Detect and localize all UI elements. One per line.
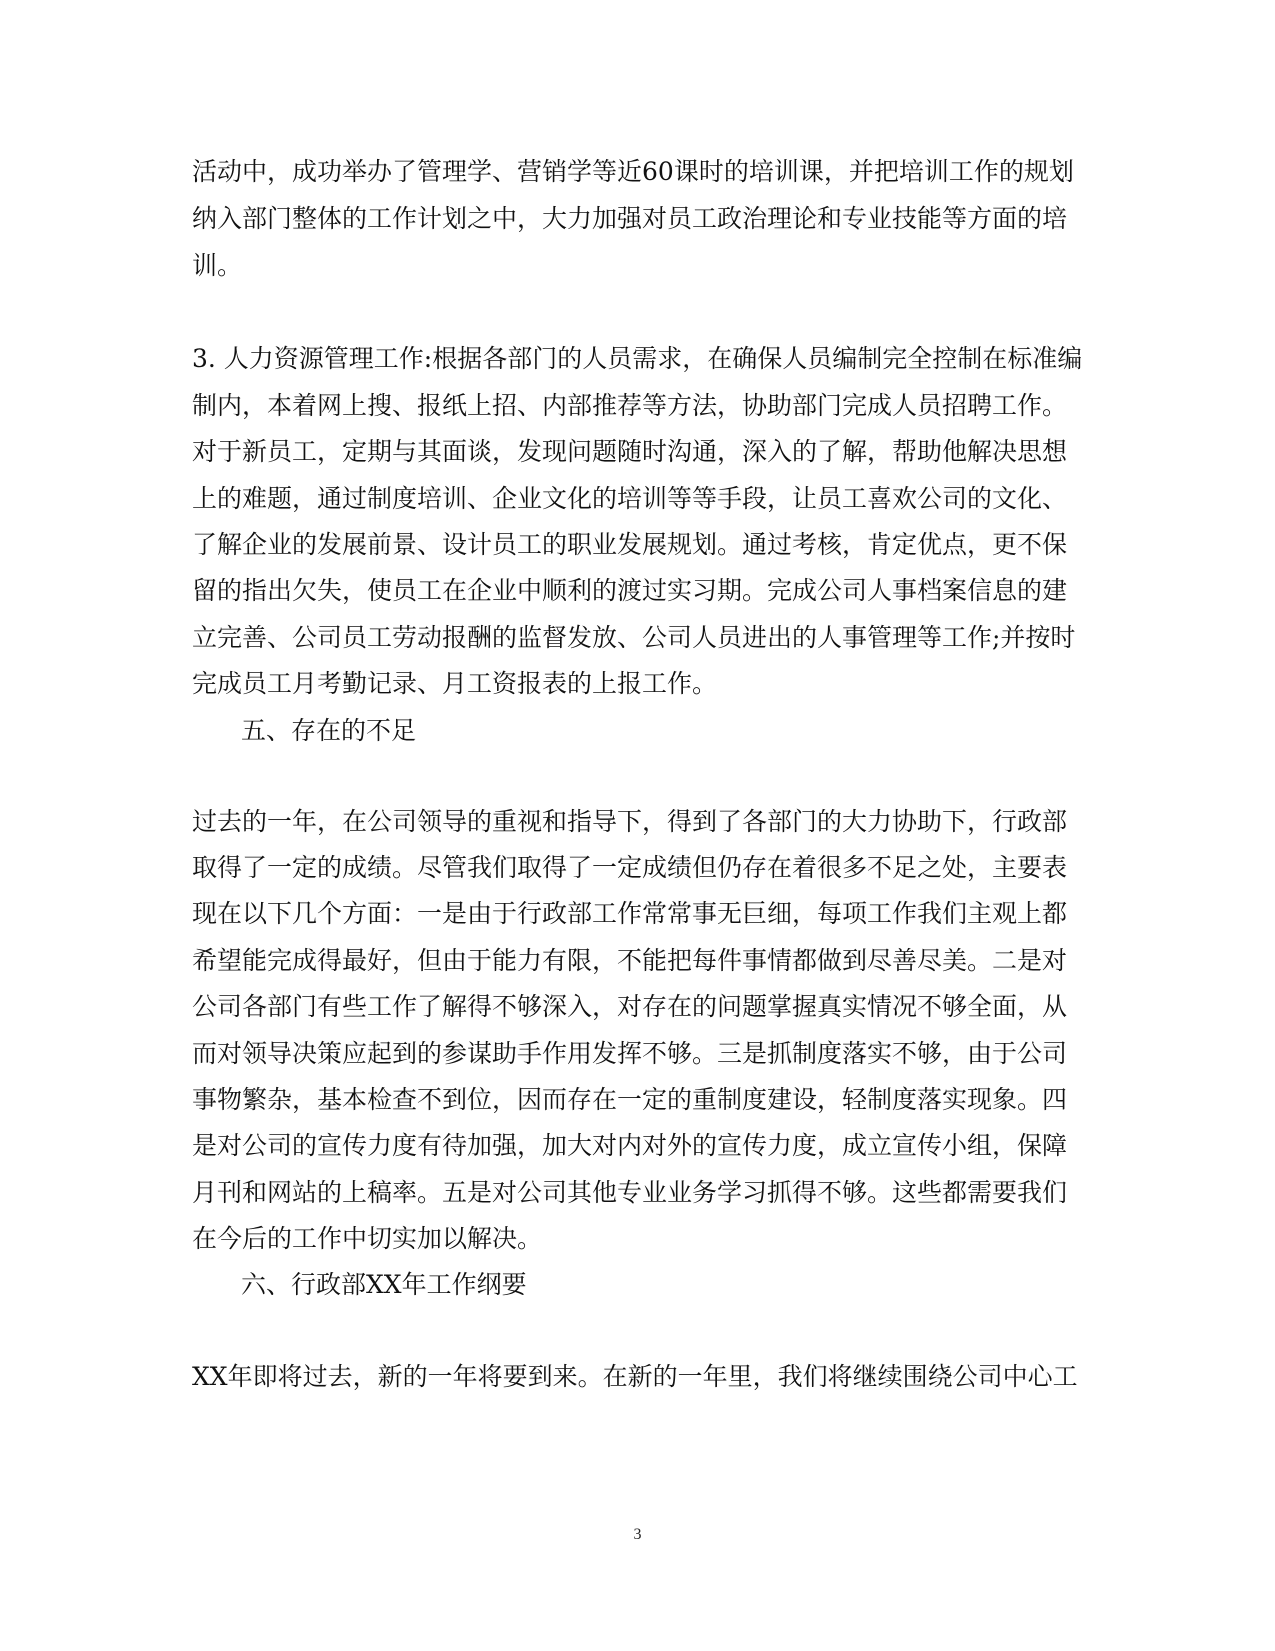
body-text-line: 月刊和网站的上稿率。五是对公司其他专业业务学习抓得不够。这些都需要我们 [192, 1178, 1068, 1207]
body-text-line: 训。 [192, 251, 243, 280]
body-text-line: 在今后的工作中切实加以解决。 [192, 1224, 543, 1253]
body-text-line: 3. 人力资源管理工作:根据各部门的人员需求，在确保人员编制完全控制在标准编 [192, 344, 1083, 373]
body-text-line: 纳入部门整体的工作计划之中，大力加强对员工政治理论和专业技能等方面的培 [192, 204, 1068, 233]
body-text-line: XX年即将过去，新的一年将要到来。在新的一年里，我们将继续围绕公司中心工 [192, 1362, 1078, 1391]
body-text-line: 希望能完成得最好，但由于能力有限，不能把每件事情都做到尽善尽美。二是对 [192, 946, 1068, 975]
section-heading: 六、行政部XX年工作纲要 [241, 1270, 527, 1299]
body-text-line: 取得了一定的成绩。尽管我们取得了一定成绩但仍存在着很多不足之处，主要表 [192, 853, 1068, 882]
body-text-line: 制内，本着网上搜、报纸上招、内部推荐等方法，协助部门完成人员招聘工作。 [192, 391, 1068, 420]
body-text-line: 公司各部门有些工作了解得不够深入，对存在的问题掌握真实情况不够全面，从 [192, 992, 1068, 1021]
section-heading: 五、存在的不足 [241, 716, 417, 745]
body-text-line: 对于新员工，定期与其面谈，发现问题随时沟通，深入的了解，帮助他解决思想 [192, 437, 1068, 466]
body-text-line: 事物繁杂，基本检查不到位，因而存在一定的重制度建设，轻制度落实现象。四 [192, 1085, 1068, 1114]
body-text-line: 完成员工月考勤记录、月工资报表的上报工作。 [192, 669, 718, 698]
body-text-line: 了解企业的发展前景、设计员工的职业发展规划。通过考核，肯定优点，更不保 [192, 530, 1068, 559]
page-number: 3 [633, 1526, 642, 1543]
body-text-line: 而对领导决策应起到的参谋助手作用发挥不够。三是抓制度落实不够，由于公司 [192, 1039, 1068, 1068]
body-text-line: 是对公司的宣传力度有待加强，加大对内对外的宣传力度，成立宣传小组，保障 [192, 1131, 1068, 1160]
body-text-line: 立完善、公司员工劳动报酬的监督发放、公司人员进出的人事管理等工作;并按时 [192, 623, 1076, 652]
body-text-line: 现在以下几个方面：一是由于行政部工作常常事无巨细，每项工作我们主观上都 [192, 899, 1068, 928]
body-text-line: 留的指出欠失，使员工在企业中顺利的渡过实习期。完成公司人事档案信息的建 [192, 576, 1068, 605]
body-text-line: 活动中，成功举办了管理学、营销学等近60课时的培训课，并把培训工作的规划 [192, 157, 1074, 186]
body-text-line: 上的难题，通过制度培训、企业文化的培训等等手段，让员工喜欢公司的文化、 [192, 484, 1068, 513]
body-text-line: 过去的一年，在公司领导的重视和指导下，得到了各部门的大力协助下，行政部 [192, 807, 1068, 836]
